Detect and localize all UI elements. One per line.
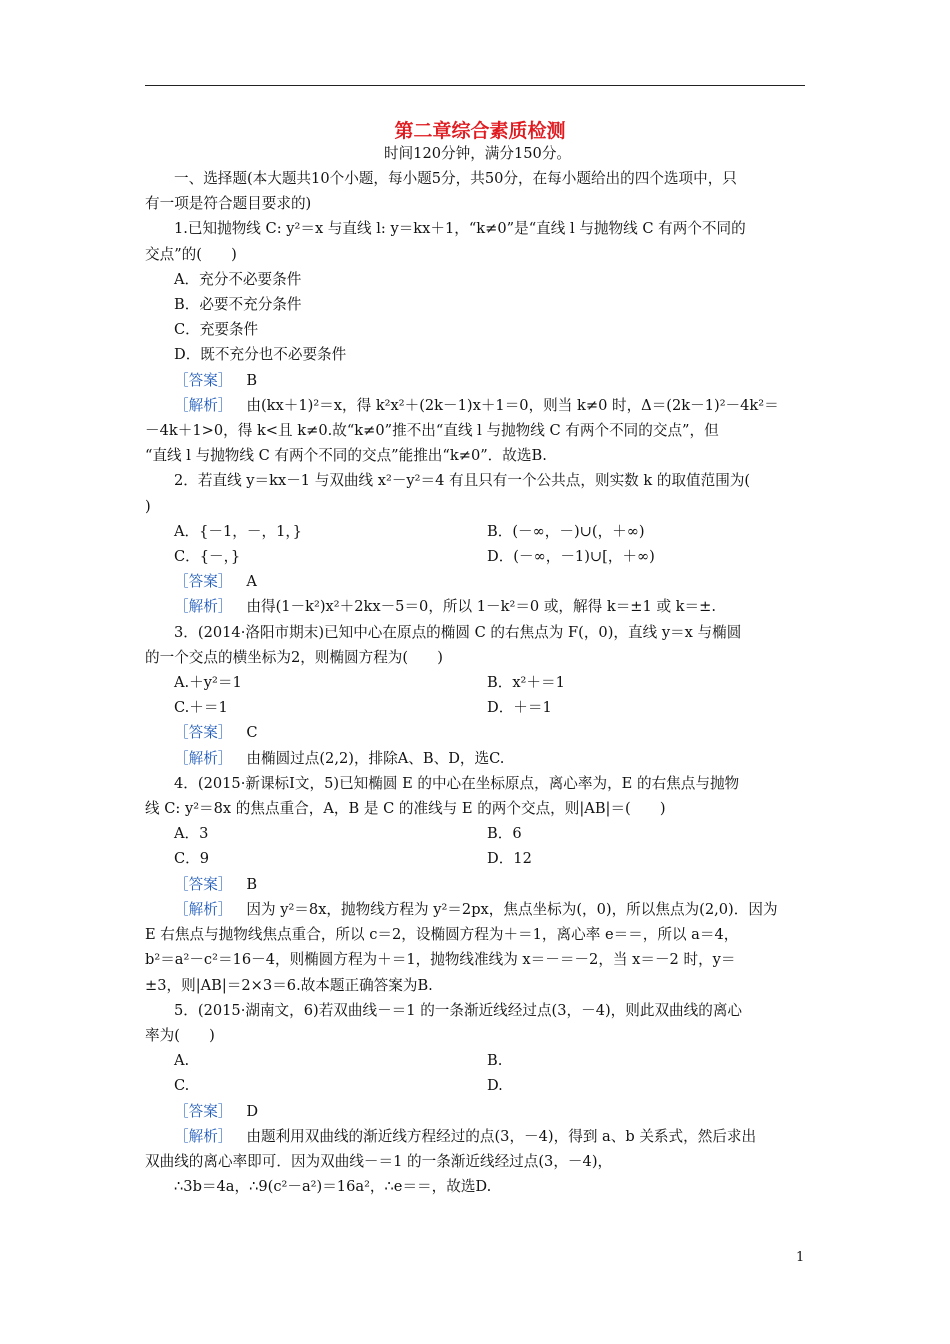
answer-label: ［答案］ <box>174 371 233 389</box>
q3-option-b: B．x²＋＝1 <box>487 674 565 692</box>
q3-option-a: A.＋y²＝1 <box>174 674 242 692</box>
q2-options-row2 <box>145 544 810 569</box>
q1-stem-line2: 交点”的( ) <box>145 245 237 263</box>
q2-answer <box>145 569 810 594</box>
q1-analysis-line3: “直线 l 与抛物线 C 有两个不同的交点”能推出“k≠0”．故选B. <box>145 447 547 465</box>
analysis-label: ［解析］ <box>174 396 233 414</box>
q5-analysis-line1: 由题利用双曲线的渐近线方程经过的点(3，－4)，得到 a、b 关系式，然后求出 <box>246 1127 757 1145</box>
analysis-label: ［解析］ <box>174 900 233 918</box>
q3-stem-line2: 的一个交点的横坐标为2，则椭圆方程为( ) <box>145 648 443 666</box>
q3-options-row1 <box>145 670 810 695</box>
q4-options-row2 <box>145 846 810 871</box>
document-title: 第二章综合素质检测 <box>394 120 566 142</box>
q5-option-a: A. <box>174 1052 190 1070</box>
q5-option-b: B. <box>487 1052 503 1070</box>
header-rule <box>145 85 805 86</box>
answer-label: ［答案］ <box>174 1102 233 1120</box>
q1-analysis <box>145 393 810 418</box>
q1-answer <box>145 368 810 393</box>
q2-option-d: D．(－∞，－1)∪[，＋∞) <box>487 548 655 566</box>
q4-option-d: D．12 <box>487 850 532 868</box>
q2-analysis <box>145 594 810 619</box>
q1-option-b: B．必要不充分条件 <box>174 296 302 314</box>
q4-option-b: B．6 <box>487 825 522 843</box>
q5-answer <box>145 1099 810 1124</box>
q3-answer-value: C <box>246 724 258 742</box>
q3-stem-line1: 3．(2014·洛阳市期末)已知中心在原点的椭圆 C 的右焦点为 F(，0)，直线 y＝x 与椭圆 <box>174 623 742 641</box>
q3-analysis <box>145 746 810 771</box>
q5-options-row1 <box>145 1048 810 1073</box>
analysis-label: ［解析］ <box>174 598 233 616</box>
q4-options-row1 <box>145 821 810 846</box>
q3-options-row2 <box>145 695 810 720</box>
q5-option-d: D. <box>487 1077 503 1095</box>
q4-stem-line2: 线 C: y²＝8x 的焦点重合，A，B 是 C 的准线与 E 的两个交点，则|AB|＝( ) <box>145 800 666 818</box>
document-subtitle: 时间120分钟，满分150分。 <box>383 145 572 162</box>
page-number: 1 <box>796 1250 805 1265</box>
q5-analysis <box>145 1124 810 1149</box>
q1-stem-line1: 1.已知抛物线 C: y²＝x 与直线 l: y＝kx＋1，“k≠0”是“直线 l 与抛物线 C 有两个不同的 <box>174 220 746 238</box>
q1-option-c: C．充要条件 <box>174 321 259 339</box>
q2-option-c: C．{－，} <box>174 548 241 566</box>
analysis-label: ［解析］ <box>174 749 233 767</box>
answer-label: ［答案］ <box>174 875 233 893</box>
section-heading-line1: 一、选择题(本大题共10个小题，每小题5分，共50分，在每小题给出的四个选项中，只 <box>174 170 737 187</box>
q5-analysis-line3: ∴3b＝4a，∴9(c²－a²)＝16a²，∴e＝＝，故选D. <box>174 1178 492 1196</box>
q2-option-a: A．{－1，－，1，} <box>174 522 302 540</box>
q1-analysis-line1: 由(kx＋1)²＝x，得 k²x²＋(2k－1)x＋1＝0，则当 k≠0 时，Δ＝(2k－1)²－4k²＝ <box>246 396 779 414</box>
q3-option-d: D．＋＝1 <box>487 699 552 717</box>
q1-answer-value: B <box>246 371 258 389</box>
q2-stem-line1: 2．若直线 y＝kx－1 与双曲线 x²－y²＝4 有且只有一个公共点，则实数 k 的取值范围为( <box>174 472 751 490</box>
q2-option-b: B．(－∞，－)∪(，＋∞) <box>487 522 645 540</box>
q3-analysis-line1: 由椭圆过点(2,2)，排除A、B、D，选C. <box>246 749 505 767</box>
q5-stem-line1: 5．(2015·湖南文，6)若双曲线－＝1 的一条渐近线经过点(3，－4)，则此双曲线的离心 <box>174 1001 743 1019</box>
q3-answer <box>145 720 810 745</box>
q1-analysis-line2: －4k＋1>0，得 k<且 k≠0.故“k≠0”推不出“直线 l 与抛物线 C 有两个不同的交点”，但 <box>145 422 719 440</box>
document-body <box>145 118 810 1199</box>
q1-option-d: D．既不充分也不必要条件 <box>174 346 347 364</box>
q2-answer-value: A <box>246 573 257 591</box>
q4-option-a: A．3 <box>174 825 209 843</box>
q1-option-a: A．充分不必要条件 <box>174 270 302 288</box>
q4-answer <box>145 872 810 897</box>
q5-options-row2 <box>145 1073 810 1098</box>
section-heading-line2: 有一项是符合题目要求的) <box>145 195 312 213</box>
answer-label: ［答案］ <box>174 724 233 742</box>
q5-stem-line2: 率为( ) <box>145 1026 215 1044</box>
q5-analysis-line2: 双曲线的离心率即可．因为双曲线－＝1 的一条渐近线经过点(3，－4)， <box>145 1152 613 1170</box>
q2-options-row1 <box>145 519 810 544</box>
q4-analysis <box>145 897 810 922</box>
q5-option-c: C. <box>174 1077 190 1095</box>
q4-analysis-line1: 因为 y²＝8x，抛物线方程为 y²＝2px，焦点坐标为(，0)，所以焦点为(2,0)．因为 <box>246 900 778 918</box>
q2-stem-line2: ) <box>145 497 151 515</box>
q4-stem-line1: 4．(2015·新课标Ⅰ文，5)已知椭圆 E 的中心在坐标原点，离心率为，E 的右焦点与抛物 <box>174 774 740 792</box>
q4-option-c: C．9 <box>174 850 210 868</box>
q5-answer-value: D <box>246 1102 259 1120</box>
answer-label: ［答案］ <box>174 573 233 591</box>
analysis-label: ［解析］ <box>174 1127 233 1145</box>
q4-analysis-line3: b²＝a²－c²＝16－4，则椭圆方程为＋＝1，抛物线准线为 x＝－＝－2，当 x＝－2 时，y＝ <box>145 951 736 969</box>
q3-option-c: C.＋＝1 <box>174 699 228 717</box>
q2-analysis-line1: 由得(1－k²)x²＋2kx－5＝0，所以 1－k²＝0 或，解得 k＝±1 或 k＝±. <box>246 598 716 616</box>
q4-analysis-line4: ±3，则|AB|＝2×3＝6.故本题正确答案为B. <box>145 976 433 994</box>
q4-analysis-line2: E 右焦点与抛物线焦点重合，所以 c＝2，设椭圆方程为＋＝1，离心率 e＝＝，所以 a＝4， <box>145 926 739 944</box>
q4-answer-value: B <box>246 875 258 893</box>
